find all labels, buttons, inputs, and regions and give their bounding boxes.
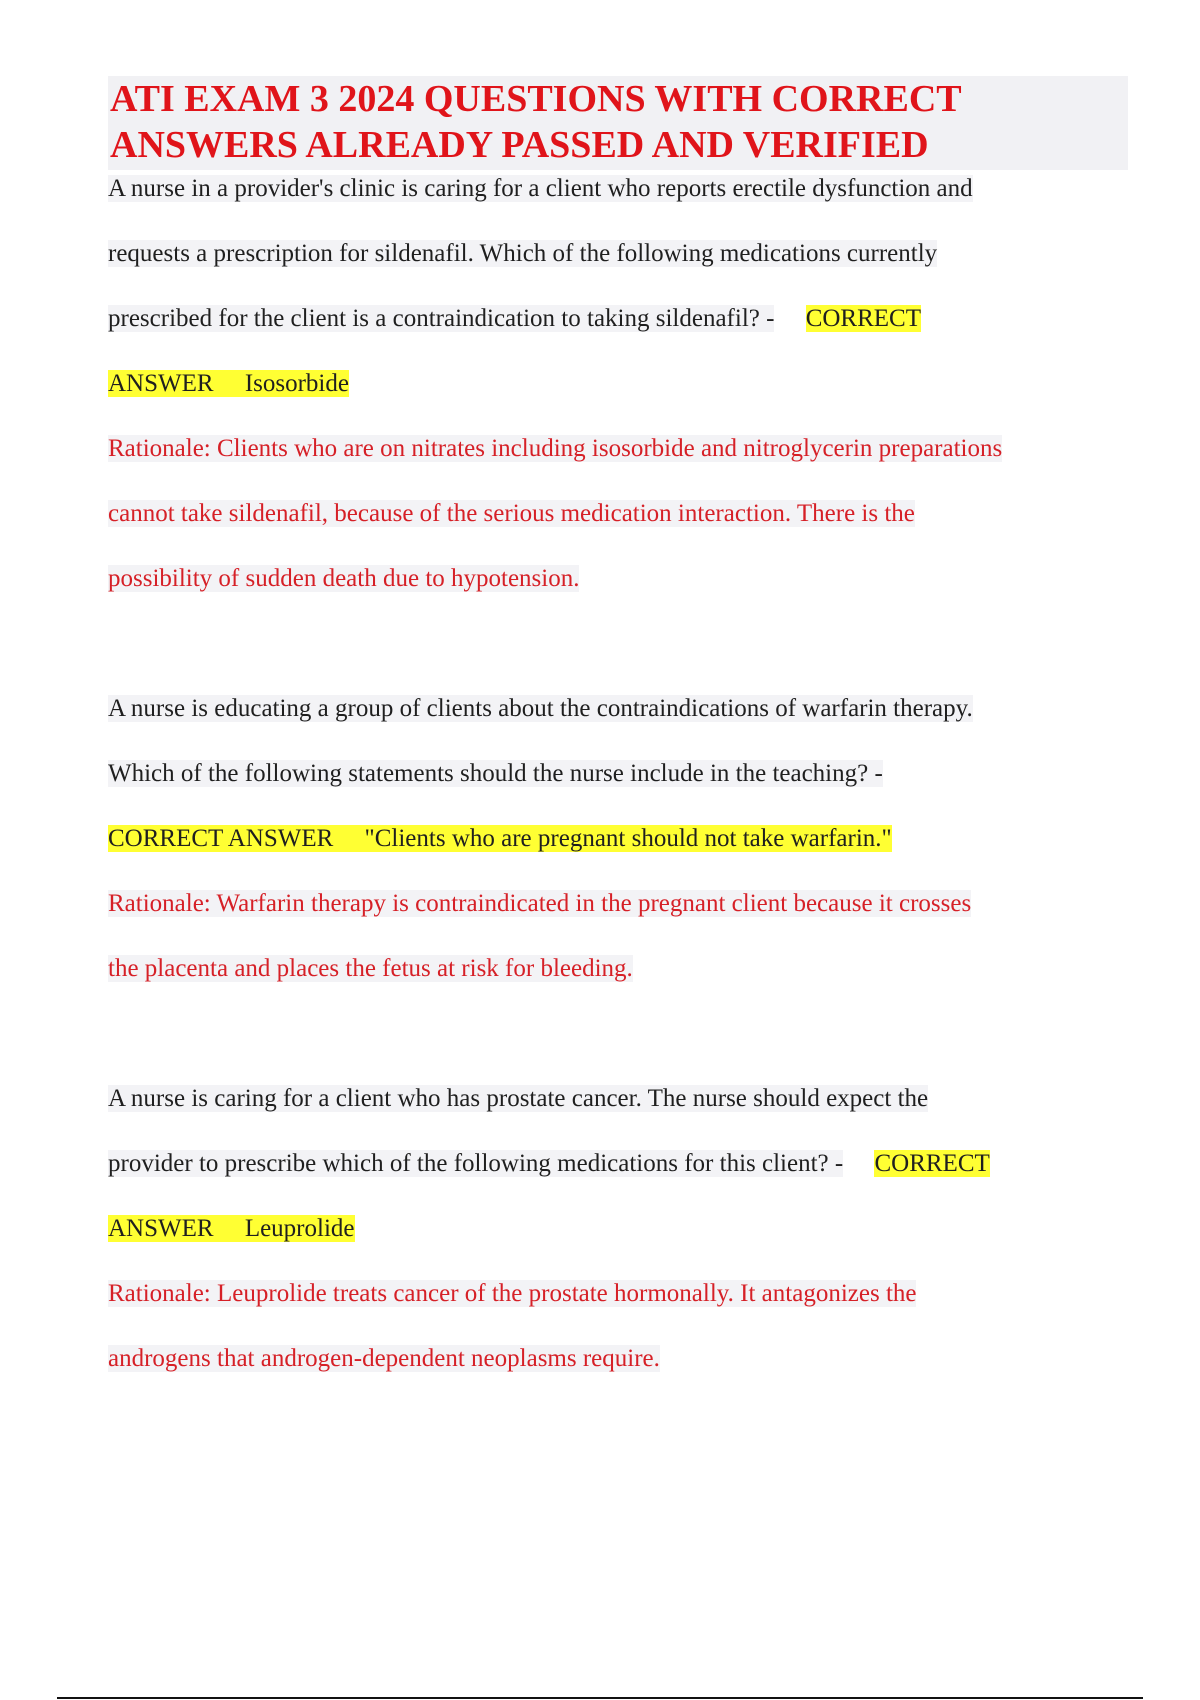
correct-answer-label: CORRECT [805,305,921,332]
question-block-1 [108,156,1128,611]
rationale-line: the placenta and places the fetus at risk for bleeding. [108,955,633,982]
rationale-line: androgens that androgen-dependent neoplasms require. [108,1345,660,1372]
correct-answer-text: Leuprolide [244,1215,355,1242]
question-line: A nurse is educating a group of clients about the contraindications of warfarin therapy. [108,695,973,722]
rationale-line: Rationale: Warfarin therapy is contraindicated in the pregnant client because it crosses [108,890,972,917]
spacer [108,611,1128,676]
correct-answer-label: CORRECT ANSWER [108,825,334,852]
rationale-line: Rationale: Leuprolide treats cancer of the prostate hormonally. It antagonizes the [108,1280,917,1307]
question-line: A nurse is caring for a client who has prostate cancer. The nurse should expect the [108,1085,929,1112]
question-block-2 [108,676,1128,1001]
title-line-2: ANSWERS ALREADY PASSED AND VERIFIED [110,124,929,166]
question-line: requests a prescription for sildenafil. Which of the following medications currently [108,240,938,267]
question-line: provider to prescribe which of the following medications for this client? - CORRECT [108,1150,990,1177]
correct-answer-label: ANSWER [108,1215,214,1242]
document-page [108,76,1128,1391]
correct-answer-label: ANSWER [108,370,214,397]
answer-line [108,806,1128,871]
question-line: Which of the following statements should the nurse include in the teaching? - [108,760,883,787]
rationale-line: cannot take sildenafil, because of the serious medication interaction. There is the [108,500,915,527]
question-line: prescribed for the client is a contraindication to taking sildenafil? - CORRECT [108,305,921,332]
answer-line [108,1196,1128,1261]
rationale-line: Rationale: Clients who are on nitrates including isosorbide and nitroglycerin preparations [108,435,1003,462]
question-block-3 [108,1066,1128,1391]
correct-answer-text: "Clients who are pregnant should not take warfarin." [364,825,892,852]
correct-answer-label: CORRECT [874,1150,990,1177]
answer-line [108,351,1128,416]
footer-divider [57,1697,1143,1699]
question-line: A nurse in a provider's clinic is caring for a client who reports erectile dysfunction and [108,175,973,202]
title-line-1: ATI EXAM 3 2024 QUESTIONS WITH CORRECT [110,78,962,120]
correct-answer-text: Isosorbide [244,370,349,397]
spacer [108,1001,1128,1066]
rationale-line: possibility of sudden death due to hypotension. [108,565,580,592]
